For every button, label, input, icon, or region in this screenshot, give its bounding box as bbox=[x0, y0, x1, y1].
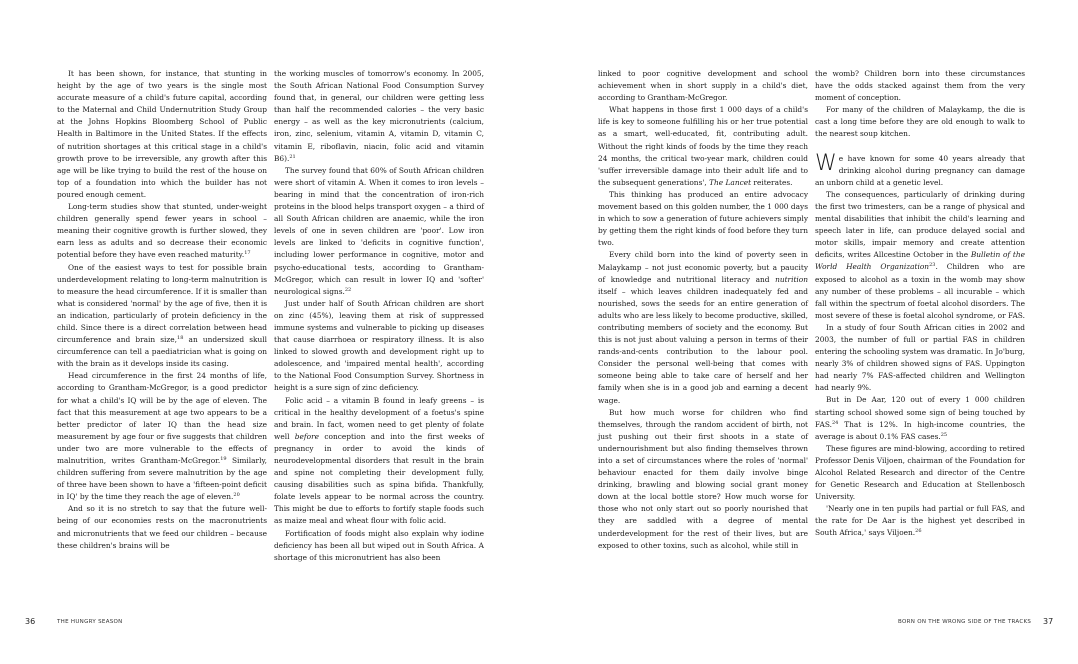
paragraph: We have known for some 40 years already that drinking alcohol during pregnancy can damage an unborn child at a genetic level. bbox=[815, 150, 1025, 187]
paragraph: This thinking has produced an entire advocacy movement based on this golden number, the 1 000 days in which to sow a generation of future achievers simply by getting them the right kinds of food before they turn two. bbox=[598, 189, 808, 248]
paragraph: And so it is no stretch to say that the future well-being of our economies rests on the macronutrients and micronutrients that we feed our children – because these children's brains will be bbox=[57, 504, 267, 550]
paragraph: But in De Aar, 120 out of every 1 000 children starting school showed some sign of being touched by FAS.$^{24}$ That is 12%. In high-income countries, the average is about 0.1% FAS cases.$^{25}$ bbox=[815, 395, 1025, 441]
paragraph: Folic acid – a vitamin B found in leafy greens – is critical in the healthy development of a foetus's spine and brain. In fact, women need to get plenty of folate well before conception and into the first weeks of pregnancy in order to avoid the kinds of neurodevelopmental disorders that result in the brain and spine not completing their development fully, causing disabilities such as spina bifida. Thankfully, folate levels appear to be normal across the country. This might be due to efforts to fortify staple foods such as maize meal and wheat flour with folic acid. bbox=[274, 395, 484, 526]
paragraph: Head circumference in the first 24 months of life, according to Grantham-McGregor, is a good predictor for what a child's IQ will be by the age of eleven. The fact that this measurement at age two appears to be a better predictor of later IQ than the head size measurement by age four or five suggests that children under two are more vulnerable to the effects of malnutrition, writes Grantham-McGregor.$^{19}$ Similarly, children suffering from severe malnutrition by the age of three have been shown to have a 'fifteen-point deficit in IQ' by the time they reach the age of eleven.$^{20}$ bbox=[57, 371, 267, 502]
running-head: BORN ON THE WRONG SIDE OF THE TRACKS bbox=[898, 619, 1032, 625]
drop-cap: W bbox=[815, 150, 837, 176]
paragraph: One of the easiest ways to test for possible brain underdevelopment relating to long-term malnutrition is to measure the head circumference. If it is smaller than what is considered 'normal' by the age of five, then it is an indication, particularly of protein deficiency in the child. Since there is a direct correlation between head circumference and brain size,$^{18}$ an undersized skull circumference can tell a paediatrician what is going on with the brain as it develops inside its casing. bbox=[57, 262, 267, 369]
paragraph: For many of the children of Malaykamp, the die is cast a long time before they are old enough to walk to the nearest soup kitchen. bbox=[815, 105, 1025, 139]
paragraph: What happens in those first 1 000 days of a child's life is key to someone fulfilling his or her true potential as a smart, well-educated, fit, contributing adult. Without the right kinds of foods by the time they reach 24 months, the critical two-year mark, children could 'suffer irreversible damage into their adult life and to the subsequent generations', The Lancet reiterates. bbox=[598, 105, 808, 187]
paragraph: Long-term studies show that stunted, under-weight children generally spend fewer years in school – meaning their cognitive growth is further slowed, they earn less as adults and so decrease their economic potential before they have even reached maturity.$^{17}$ bbox=[57, 202, 267, 260]
paragraph: linked to poor cognitive development and school achievement when in short supply in a child's diet, according to Grantham-McGregor. bbox=[598, 69, 808, 103]
paragraph: Just under half of South African children are short on zinc (45%), leaving them at risk of suppressed immune systems and vulnerable to picking up diseases that cause diarrhoea or respiratory illness. It is also linked to slowed growth and development right up to adolescence, and 'impaired mental health', according to the National Food Consumption Survey. Shortness in height is a sure sign of zinc deficiency. bbox=[274, 298, 484, 393]
paragraph: It has been shown, for instance, that stunting in height by the age of two years is the single most accurate measure of a child's future capital, according to the Maternal and Child Undernutrition Study Group at the Johns Hopkins Bloomberg School of Public Health in Baltimore in the United States. If the effects of nutrition shortages at this critical stage in a child's growth prove to be irreversible, any growth after this age will be like trying to build the rest of the house on top of a foundation into which the builder has not poured enough cement. bbox=[57, 69, 267, 199]
paragraph: the womb? Children born into these circumstances have the odds stacked against them from the very moment of conception. bbox=[815, 69, 1025, 103]
column-left-page-1 bbox=[57, 68, 267, 552]
page-number: 37 bbox=[1043, 617, 1054, 626]
footnote-mark: 17 bbox=[244, 250, 251, 257]
paragraph: In a study of four South African cities in 2002 and 2003, the number of full or partial FAS in children entering the schooling system was dramatic. In Jo'burg, nearly 3% of children showed signs of FAS. Uppington had nearly 7% FAS-affected children and Wellington had nearly 9%. bbox=[815, 322, 1025, 393]
column-right-page-2 bbox=[815, 68, 1025, 540]
footnote-mark: 26 bbox=[915, 528, 922, 535]
footnote-mark: 20 bbox=[233, 492, 240, 499]
paragraph: The survey found that 60% of South African children were short of vitamin A. When it comes to iron levels – bearing in mind that the concentration of iron-rich proteins in the blood helps transport oxygen – a third of all South African children are anaemic, while the iron levels of one in seven children are 'poor'. Low iron levels are linked to 'deficits in cognitive function', including lower performance in cognitive, motor and psycho-educational tests, according to Grantham-McGregor, which can result in lower IQ and 'softer' neurological signs.$^{22}$ bbox=[274, 165, 484, 296]
paragraph: the working muscles of tomorrow's economy. In 2005, the South African National Food Consumption Survey found that, in general, our children were getting less than half the recommended calories – the very basic energy – as well as the key micronutrients (calcium, iron, zinc, selenium, vitamin A, vitamin D, vitamin C, vitamin E, riboflavin, niacin, folic acid and vitamin B6).$^{21}$ bbox=[274, 69, 484, 163]
footnote-mark: 24 bbox=[831, 419, 839, 426]
paragraph: But how much worse for children who find themselves, through the random accident of birth, not just pushing out their first shoots in a state of undernourishment but also finding themselves thrown into a set of circumstances where the roles of 'normal' behaviour enacted for them daily involve binge drinking, brawling and blowing social grant money down at the local bottle store? How much worse for those who not only start out so poorly nourished that they are saddled with a degree of mental underdevelopment for the rest of their lives, but are exposed to other toxins, such as alcohol, while still in bbox=[598, 407, 808, 550]
section-break bbox=[815, 141, 1025, 153]
paragraph: Every child born into the kind of poverty seen in Malaykamp – not just economic poverty, but a paucity of knowledge and nutritional literacy and nutrition itself – which leaves children inadequately fed and nourished, sows the seeds for an entire generation of adults who are less likely to become productive, skilled, contributing members of society and the economy. But this is not just about valuing a person in terms of their rands-and-cents contribution to the labour pool. Consider the personal well-being that comes with someone being able to take care of herself and her family when she is in a good job and earning a decent wage. bbox=[598, 250, 808, 405]
footnote-mark: 23 bbox=[929, 262, 936, 269]
page-number: 36 bbox=[25, 617, 36, 626]
footnote-mark: 21 bbox=[289, 153, 296, 160]
paragraph: These figures are mind-blowing, according to retired Professor Denis Viljoen, chairman of the Foundation for Alcohol Related Research and director of the Centre for Genetic Research and Education at Stellenbosch University. bbox=[815, 443, 1025, 502]
footnote-mark: 25 bbox=[940, 431, 948, 438]
footnote-mark: 22 bbox=[344, 286, 352, 293]
footnote-mark: 19 bbox=[220, 456, 227, 462]
column-right-page-1 bbox=[598, 68, 808, 552]
paragraph: Fortification of foods might also explain why iodine deficiency has been all but wiped out in South Africa. A shortage of this micronutrient has also been bbox=[274, 528, 484, 562]
paragraph: The consequences, particularly of drinking during the first two trimesters, can be a range of physical and mental disabilities that inhibit the child's learning and speech later in life, can produce delayed social and motor skills, impair memory and create attention deficits, writes Allcestine October in the Bulletin of the World Health Organization$^{23}$. Children who are exposed to alcohol as a toxin in the womb may show any number of these problems – all incurable – which fall within the spectrum of foetal alcohol disorders. The most severe of these is foetal alcohol syndrome, or FAS. bbox=[815, 189, 1025, 320]
running-head: THE HUNGRY SEASON bbox=[57, 619, 123, 625]
column-left-page-2 bbox=[274, 68, 484, 564]
footnote-mark: 18 bbox=[177, 335, 184, 342]
paragraph: 'Nearly one in ten pupils had partial or full FAS, and the rate for De Aar is the highest yet described in South Africa,' says Viljoen.$^{26}$ bbox=[815, 504, 1025, 538]
